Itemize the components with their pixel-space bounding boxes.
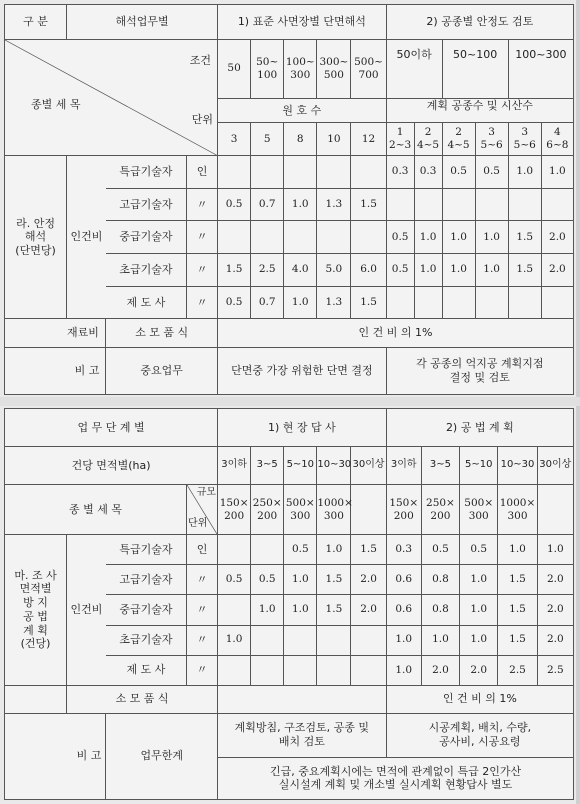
category-label: 종 별 세 목 <box>5 485 187 535</box>
cell <box>351 221 386 254</box>
table-row <box>5 156 574 189</box>
material-item: 소 모 품 식 <box>106 319 218 348</box>
cell: 1.3 <box>317 286 351 319</box>
cell <box>386 188 414 221</box>
unit-label: 단위 <box>191 113 214 127</box>
scale-col-8: 1000× 300 <box>498 485 537 535</box>
remark-left: 단면중 가장 위험한 단면 결정 <box>218 347 387 394</box>
wonho-val-4: 12 <box>351 123 386 156</box>
cell <box>442 188 475 221</box>
cell <box>284 655 317 685</box>
plan-cell-4: 3 5~6 <box>508 123 541 156</box>
cell: 0.5 <box>386 254 414 287</box>
cell: 2.5 <box>537 655 573 685</box>
cell <box>475 286 508 319</box>
plan-cell-1: 2 4~5 <box>414 123 442 156</box>
remark-left: 계획방침, 구조검토, 공종 및 배치 검토 <box>218 713 387 757</box>
remark-label: 비 고 <box>5 713 106 799</box>
row-name: 고급기술자 <box>106 188 187 221</box>
cell: 0.5 <box>386 221 414 254</box>
cell: 1.0 <box>460 565 498 595</box>
cell: 1.0 <box>537 535 573 565</box>
cell: 1.0 <box>508 156 541 189</box>
cell <box>414 188 442 221</box>
cell: 2.0 <box>351 565 386 595</box>
material-empty <box>218 685 387 713</box>
cell: 1.0 <box>460 625 498 655</box>
area-col-3: 10~30 <box>317 447 351 485</box>
material-value: 인 건 비 의 1% <box>218 319 574 348</box>
cell: 0.6 <box>386 595 421 625</box>
cell <box>442 286 475 319</box>
group1-header: 1) 현 장 답 사 <box>218 409 387 447</box>
remark-label: 비 고 <box>5 347 106 394</box>
cell: 1.0 <box>475 254 508 287</box>
cell: 0.5 <box>218 565 251 595</box>
cell: 0.3 <box>414 156 442 189</box>
area-col-9: 30이상 <box>537 447 573 485</box>
cell: 1.0 <box>386 655 421 685</box>
cell: 1.0 <box>284 595 317 625</box>
cell <box>317 221 351 254</box>
plan-cell-2: 2 4~5 <box>442 123 475 156</box>
cell: 2.0 <box>541 254 573 287</box>
scale-unit-cell <box>187 485 218 535</box>
row-unit: 〃 <box>187 655 218 685</box>
table-row <box>5 535 574 565</box>
area-col-6: 3~5 <box>421 447 459 485</box>
cell <box>218 655 251 685</box>
cell: 6.0 <box>351 254 386 287</box>
scale-col-1: 250× 200 <box>251 485 284 535</box>
cell <box>218 535 251 565</box>
area-col-1: 3~5 <box>251 447 284 485</box>
range2-col-1: 50~100 <box>442 39 508 98</box>
group1-header: 1) 표준 사면장별 단면해석 <box>218 5 387 40</box>
cell: 1.0 <box>317 535 351 565</box>
cell <box>541 286 573 319</box>
wonho-val-0: 3 <box>218 123 251 156</box>
cell: 2.0 <box>541 221 573 254</box>
cell: 1.5 <box>351 535 386 565</box>
row-unit: 〃 <box>187 188 218 221</box>
cell <box>541 188 573 221</box>
remark-right: 각 공종의 억지공 계획지점 결정 및 검토 <box>386 347 573 394</box>
cell: 0.5 <box>284 535 317 565</box>
cell: 1.0 <box>414 254 442 287</box>
scale-col-0: 150× 200 <box>218 485 251 535</box>
cell: 1.5 <box>508 221 541 254</box>
cell: 1.0 <box>541 156 573 189</box>
cell: 0.5 <box>218 286 251 319</box>
cell: 0.6 <box>386 565 421 595</box>
cell: 1.5 <box>498 595 537 625</box>
cell <box>317 625 351 655</box>
row-name: 특급기술자 <box>106 535 187 565</box>
cell: 0.8 <box>421 565 459 595</box>
range-col-3: 300~ 500 <box>317 39 351 98</box>
cell: 1.0 <box>498 535 537 565</box>
cell: 1.5 <box>351 286 386 319</box>
group2-header: 2) 공 법 계 획 <box>386 409 573 447</box>
cell <box>251 655 284 685</box>
cell: 2.0 <box>351 595 386 625</box>
scale-col-2: 500× 300 <box>284 485 317 535</box>
cell: 2.0 <box>421 655 459 685</box>
unit-label: 단위 <box>188 517 208 529</box>
material-label: 재료비 <box>5 319 106 348</box>
area-col-8: 10~30 <box>498 447 537 485</box>
cell <box>414 286 442 319</box>
cell: 1.0 <box>442 254 475 287</box>
plan-cell-3: 3 5~6 <box>475 123 508 156</box>
area-col-7: 5~10 <box>460 447 498 485</box>
row-unit: 〃 <box>187 565 218 595</box>
range-col-0: 50 <box>218 39 251 98</box>
cell <box>317 156 351 189</box>
cell: 1.0 <box>251 595 284 625</box>
cell: 1.5 <box>498 625 537 655</box>
remark-right: 시공계획, 배치, 수량, 공사비, 시공요령 <box>386 713 573 757</box>
wonho-val-2: 8 <box>284 123 317 156</box>
row-name: 제 도 사 <box>106 655 187 685</box>
area-label: 건당 면적별(ha) <box>5 447 218 485</box>
cell: 2.0 <box>537 565 573 595</box>
range2-col-0: 50이하 <box>386 39 442 98</box>
wonho-header: 원 호 수 <box>218 98 387 123</box>
table-gap <box>0 397 580 406</box>
row-name: 제 도 사 <box>106 286 187 319</box>
labor-label: 인건비 <box>67 156 106 319</box>
cell: 1.5 <box>317 595 351 625</box>
labor-label: 인건비 <box>67 535 106 685</box>
cell <box>508 188 541 221</box>
row-unit: 〃 <box>187 286 218 319</box>
plan-label: 계획 공종수 및 시산수 <box>386 98 573 123</box>
plan-cell-5: 4 6~8 <box>541 123 573 156</box>
cell: 1.0 <box>414 221 442 254</box>
row-unit: 〃 <box>187 595 218 625</box>
area-col-5: 3이하 <box>386 447 421 485</box>
cell: 0.5 <box>251 565 284 595</box>
section-label: 라. 안정 해석 (단면당) <box>5 156 67 319</box>
row-unit: 〃 <box>187 254 218 287</box>
cell: 1.0 <box>475 221 508 254</box>
stability-analysis-table <box>4 4 574 395</box>
cell: 1.0 <box>421 625 459 655</box>
plan-cell-0: 1 2~3 <box>386 123 414 156</box>
scale-col-7: 500× 300 <box>460 485 498 535</box>
row-unit: 인 <box>187 156 218 189</box>
cell: 1.0 <box>284 286 317 319</box>
cell: 0.5 <box>421 535 459 565</box>
remark-item: 업무한계 <box>106 713 218 799</box>
cell <box>386 286 414 319</box>
wonho-val-1: 5 <box>251 123 284 156</box>
cell <box>317 655 351 685</box>
cell <box>475 188 508 221</box>
cell: 4.0 <box>284 254 317 287</box>
cell: 1.5 <box>508 254 541 287</box>
row-name: 초급기술자 <box>106 254 187 287</box>
row-unit: 인 <box>187 535 218 565</box>
method-plan-table <box>4 408 574 800</box>
cell: 0.7 <box>251 286 284 319</box>
range2-col-2: 100~300 <box>508 39 573 98</box>
scale-col-4 <box>351 485 386 535</box>
cell: 1.0 <box>218 625 251 655</box>
cell: 1.0 <box>284 188 317 221</box>
gubun-header: 구 분 <box>5 5 67 40</box>
cell: 1.0 <box>386 625 421 655</box>
scale-label: 규모 <box>196 487 217 499</box>
stage-header: 업 무 단 계 별 <box>5 409 218 447</box>
task-scope-header: 해석업무별 <box>67 5 218 40</box>
cell <box>251 535 284 565</box>
cell <box>218 156 251 189</box>
cell: 0.5 <box>218 188 251 221</box>
cell: 0.5 <box>460 535 498 565</box>
remark-item: 중요업무 <box>106 347 218 394</box>
cell: 2.5 <box>251 254 284 287</box>
remark-bottom: 긴급, 중요계획시에는 면적에 관계없이 특급 2인가산 실시설계 계획 및 개소별 실시계획 현황답사 별도 <box>218 757 574 799</box>
range-col-2: 100~ 300 <box>284 39 317 98</box>
range-col-4: 500~ 700 <box>351 39 386 98</box>
group2-header: 2) 공종별 안정도 검토 <box>386 5 573 40</box>
material-value: 인 건 비 의 1% <box>386 685 573 713</box>
wonho-val-3: 10 <box>317 123 351 156</box>
corner-diagonal-cell <box>5 39 218 155</box>
cell: 0.5 <box>442 156 475 189</box>
row-name: 고급기술자 <box>106 565 187 595</box>
cell: 0.7 <box>251 188 284 221</box>
cell: 2.0 <box>537 625 573 655</box>
cell: 0.5 <box>475 156 508 189</box>
cell <box>508 286 541 319</box>
area-col-0: 3이하 <box>218 447 251 485</box>
cell: 2.0 <box>460 655 498 685</box>
row-name: 초급기술자 <box>106 625 187 655</box>
cell <box>351 625 386 655</box>
scale-col-5: 150× 200 <box>386 485 421 535</box>
cell <box>284 221 317 254</box>
area-col-4: 30이상 <box>351 447 386 485</box>
cell: 1.0 <box>442 221 475 254</box>
scale-col-9 <box>537 485 573 535</box>
cell <box>218 221 251 254</box>
cell: 0.8 <box>421 595 459 625</box>
row-unit: 〃 <box>187 221 218 254</box>
row-unit: 〃 <box>187 625 218 655</box>
condition-label: 조건 <box>189 53 212 67</box>
row-name: 특급기술자 <box>106 156 187 189</box>
scale-col-6: 250× 200 <box>421 485 459 535</box>
cell: 1.0 <box>460 595 498 625</box>
cell: 1.3 <box>317 188 351 221</box>
cell: 1.0 <box>284 565 317 595</box>
cell: 5.0 <box>317 254 351 287</box>
cell <box>351 156 386 189</box>
blank-cell <box>5 685 67 713</box>
cell: 2.0 <box>537 595 573 625</box>
scale-col-3: 1000× 300 <box>317 485 351 535</box>
section-label: 마. 조 사 면적별 방 지 공 법 계 획 (건당) <box>5 535 67 685</box>
cell: 1.5 <box>351 188 386 221</box>
cell: 0.3 <box>386 535 421 565</box>
area-col-2: 5~10 <box>284 447 317 485</box>
range-col-1: 50~ 100 <box>251 39 284 98</box>
cell: 2.5 <box>498 655 537 685</box>
material-item: 소 모 품 식 <box>67 685 218 713</box>
cell: 1.5 <box>218 254 251 287</box>
row-name: 중급기술자 <box>106 221 187 254</box>
row-name: 중급기술자 <box>106 595 187 625</box>
cell <box>284 625 317 655</box>
cell <box>251 625 284 655</box>
cell <box>284 156 317 189</box>
cell <box>218 595 251 625</box>
cell: 1.5 <box>317 565 351 595</box>
category-label: 종별 세 목 <box>31 97 81 111</box>
cell <box>251 221 284 254</box>
cell <box>251 156 284 189</box>
cell: 1.5 <box>498 565 537 595</box>
cell: 0.3 <box>386 156 414 189</box>
cell <box>351 655 386 685</box>
